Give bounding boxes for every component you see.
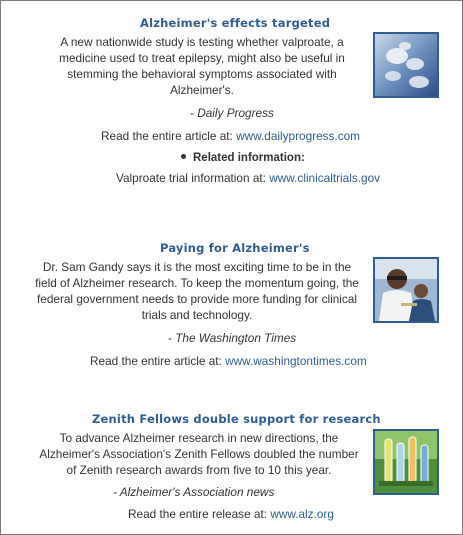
summary-line: of Zenith research awards from five to 10 this year.: [66, 463, 332, 477]
article-link[interactable]: www.alz.org: [270, 507, 334, 521]
read-more-label: Read the entire release at:: [128, 507, 268, 521]
related-link[interactable]: www.clinicaltrials.gov: [269, 171, 381, 185]
article-summary: [27, 430, 371, 478]
read-more-label: Read the entire article at:: [101, 129, 233, 143]
article-source: - Daily Progress: [190, 106, 274, 120]
read-more: [101, 129, 360, 143]
summary-line: trials and technology.: [141, 308, 253, 322]
related-heading-label: Related information:: [193, 152, 305, 164]
summary-line: Dr. Sam Gandy says it is the most exciting time to be in the: [42, 260, 352, 274]
article-source: - Alzheimer's Association news: [113, 485, 275, 499]
article-title: Paying for Alzheimer's: [160, 241, 310, 255]
related-label: Valproate trial information at:: [116, 171, 266, 185]
article-summary: [43, 34, 361, 98]
article-title: Zenith Fellows double support for research: [92, 412, 381, 426]
summary-line: stemming the behavioral symptoms associated with: [67, 67, 337, 81]
article-source: - The Washington Times: [168, 331, 297, 345]
researchers-image: [373, 257, 439, 323]
summary-line: Alzheimer's Association's Zenith Fellows doubled the number: [39, 447, 359, 461]
read-more: [128, 507, 334, 521]
related-info: [116, 171, 380, 185]
article-link[interactable]: www.washingtontimes.com: [225, 354, 367, 368]
summary-line: A new nationwide study is testing whether valproate, a: [60, 35, 344, 49]
test-tubes-image: [373, 429, 439, 495]
summary-line: medicine used to treat epilepsy, might also be useful in: [59, 51, 345, 65]
article-summary: [23, 259, 371, 323]
summary-line: field of Alzheimer research. To keep the momentum going, the: [35, 276, 359, 290]
bullet-icon: [181, 154, 186, 159]
pills-image: [373, 32, 439, 98]
read-more: [90, 354, 367, 368]
article-link[interactable]: www.dailyprogress.com: [236, 129, 361, 143]
related-heading: [181, 152, 305, 164]
summary-line: federal government needs to provide more funding for clinical: [36, 292, 357, 306]
article-title: Alzheimer's effects targeted: [140, 16, 331, 30]
read-more-label: Read the entire article at:: [90, 354, 222, 368]
summary-line: To advance Alzheimer research in new directions, the: [59, 431, 339, 445]
summary-line: Alzheimer's.: [170, 83, 234, 97]
